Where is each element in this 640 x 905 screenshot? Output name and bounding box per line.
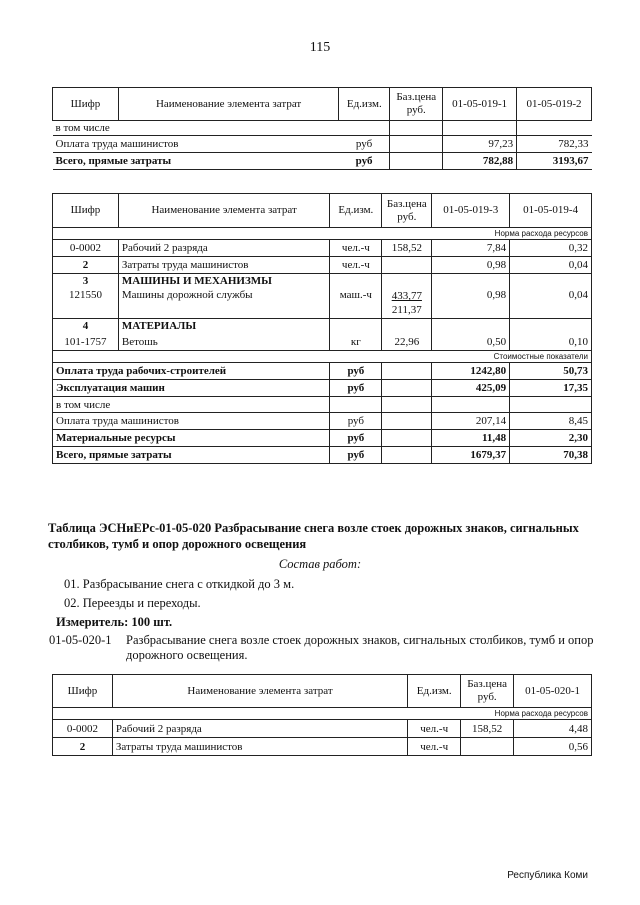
- row-value-a: 4,48: [514, 720, 592, 738]
- row-unit: руб: [330, 380, 382, 397]
- row-value-b: 70,38: [510, 447, 592, 464]
- header-name: Наименование элемента затрат: [112, 675, 407, 708]
- table-row: [53, 363, 592, 380]
- row-unit: руб: [339, 153, 390, 170]
- table-row: [53, 319, 592, 334]
- meter-line: Измеритель: 100 шт.: [56, 615, 173, 629]
- table-row: [53, 447, 592, 464]
- table-row: [53, 738, 592, 756]
- row-unit: руб: [330, 413, 382, 430]
- table-row: [53, 289, 592, 319]
- header-code: Шифр: [53, 675, 113, 708]
- section-heading: МАШИНЫ И МЕХАНИЗМЫ: [118, 274, 329, 289]
- header-col-a: 01-05-019-1: [443, 88, 517, 121]
- header-col-b: 01-05-019-2: [517, 88, 592, 121]
- cost-table-019-1-2: [52, 87, 592, 170]
- header-name: Наименование элемента затрат: [118, 194, 329, 228]
- row-value-a: 782,88: [443, 153, 517, 170]
- row-code: 3: [53, 274, 119, 289]
- footer-region: Республика Коми: [507, 870, 588, 881]
- row-price: 158,52: [461, 720, 514, 738]
- row-name: Рабочий 2 разряда: [112, 720, 407, 738]
- row-value-a: 7,84: [432, 240, 510, 257]
- row-price-1: 433,77: [391, 290, 422, 303]
- item-description: Разбрасывание снега возле стоек дорожных знаков, сигнальных столбиков, тумб и опор дорожного освещения.: [126, 633, 594, 662]
- row-value-b: 2,30: [510, 430, 592, 447]
- row-name: Машины дорожной службы: [118, 289, 329, 319]
- row-name: Оплата труда рабочих-строителей: [53, 363, 330, 380]
- row-name: в том числе: [53, 121, 339, 136]
- row-price-2: 211,37: [391, 304, 422, 317]
- row-unit: чел.-ч: [330, 257, 382, 274]
- row-code: 101-1757: [53, 334, 119, 351]
- table-row: [53, 720, 592, 738]
- work-composition-heading: Состав работ:: [278, 557, 362, 571]
- row-name: Рабочий 2 разряда: [118, 240, 329, 257]
- row-code: 0-0002: [53, 240, 119, 257]
- table-row: [53, 240, 592, 257]
- row-name: Затраты труда машинистов: [118, 257, 329, 274]
- table-row: [53, 136, 592, 153]
- row-unit: кг: [330, 334, 382, 351]
- row-code: 2: [53, 257, 119, 274]
- row-name: Всего, прямые затраты: [53, 153, 339, 170]
- row-value-b: 0,04: [510, 257, 592, 274]
- work-item-1: 01. Разбрасывание снега с откидкой до 3 м.: [64, 577, 295, 591]
- table-row: [53, 257, 592, 274]
- work-item-2: 02. Переезды и переходы.: [64, 596, 201, 610]
- section-heading: МАТЕРИАЛЫ: [118, 319, 329, 334]
- header-unit: Ед.изм.: [408, 675, 461, 708]
- row-name: Всего, прямые затраты: [53, 447, 330, 464]
- row-unit: руб: [330, 447, 382, 464]
- cost-table-019-3-4: [52, 193, 592, 464]
- header-base-price: Баз.цена руб.: [461, 675, 514, 708]
- row-name: Эксплуатация машин: [53, 380, 330, 397]
- item-code: 01-05-020-1: [49, 633, 112, 647]
- row-unit: чел.-ч: [408, 720, 461, 738]
- row-unit: руб: [330, 363, 382, 380]
- table-row: [53, 397, 592, 413]
- row-value-b: 8,45: [510, 413, 592, 430]
- row-value-b: 3193,67: [517, 153, 592, 170]
- row-value-a: 1242,80: [432, 363, 510, 380]
- table-row: [53, 380, 592, 397]
- row-value-a: 425,09: [432, 380, 510, 397]
- header-code: Шифр: [53, 88, 119, 121]
- row-name: Оплата труда машинистов: [53, 136, 339, 153]
- row-name: Оплата труда машинистов: [53, 413, 330, 430]
- row-name: Затраты труда машинистов: [112, 738, 407, 756]
- header-unit: Ед.изм.: [339, 88, 390, 121]
- row-unit: чел.-ч: [330, 240, 382, 257]
- row-price: 22,96: [382, 334, 432, 351]
- header-name: Наименование элемента затрат: [118, 88, 338, 121]
- header-code: Шифр: [53, 194, 119, 228]
- row-unit: чел.-ч: [408, 738, 461, 756]
- header-col-a: 01-05-020-1: [514, 675, 592, 708]
- row-value-b: 17,35: [510, 380, 592, 397]
- row-value-b: 0,04: [510, 289, 592, 319]
- page-number: 115: [309, 40, 331, 55]
- row-name: Материальные ресурсы: [53, 430, 330, 447]
- row-price: 158,52: [382, 240, 432, 257]
- row-name: в том числе: [53, 397, 330, 413]
- table-caption: Таблица ЭСНиЕРс-01-05-020 Разбрасывание снега возле стоек дорожных знаков, сигнальных столбиков, тумб и опор дорожного освещения: [48, 521, 579, 551]
- header-base-price: Баз.цена руб.: [390, 88, 443, 121]
- table-row: [53, 334, 592, 351]
- row-code: 121550: [53, 289, 119, 319]
- row-unit: руб: [330, 430, 382, 447]
- header-base-price: Баз.цена руб.: [382, 194, 432, 228]
- cost-table-020-1: [52, 674, 592, 756]
- table-row: [53, 413, 592, 430]
- row-unit: маш.-ч: [330, 289, 382, 319]
- norm-label: Норма расхода ресурсов: [53, 228, 592, 240]
- row-value-b: 782,33: [517, 136, 592, 153]
- row-value-a: 97,23: [443, 136, 517, 153]
- row-value-a: 0,98: [432, 289, 510, 319]
- row-value-a: 1679,37: [432, 447, 510, 464]
- norm-label: Норма расхода ресурсов: [53, 708, 592, 720]
- header-col-b: 01-05-019-4: [510, 194, 592, 228]
- row-code: 4: [53, 319, 119, 334]
- table-row: [53, 274, 592, 289]
- row-price: [382, 289, 432, 319]
- row-value-b: 0,10: [510, 334, 592, 351]
- header-col-a: 01-05-019-3: [432, 194, 510, 228]
- row-code: 0-0002: [53, 720, 113, 738]
- table-row: [53, 430, 592, 447]
- row-value-b: 50,73: [510, 363, 592, 380]
- row-value-a: 0,56: [514, 738, 592, 756]
- row-name: Ветошь: [118, 334, 329, 351]
- row-value-a: 0,50: [432, 334, 510, 351]
- row-value-a: 0,98: [432, 257, 510, 274]
- row-value-b: 0,32: [510, 240, 592, 257]
- row-value-a: 207,14: [432, 413, 510, 430]
- cost-label: Стоимостные показатели: [53, 351, 592, 363]
- table-row: [53, 121, 592, 136]
- row-unit: руб: [339, 136, 390, 153]
- table-row: [53, 153, 592, 170]
- row-value-a: 11,48: [432, 430, 510, 447]
- header-unit: Ед.изм.: [330, 194, 382, 228]
- row-code: 2: [53, 738, 113, 756]
